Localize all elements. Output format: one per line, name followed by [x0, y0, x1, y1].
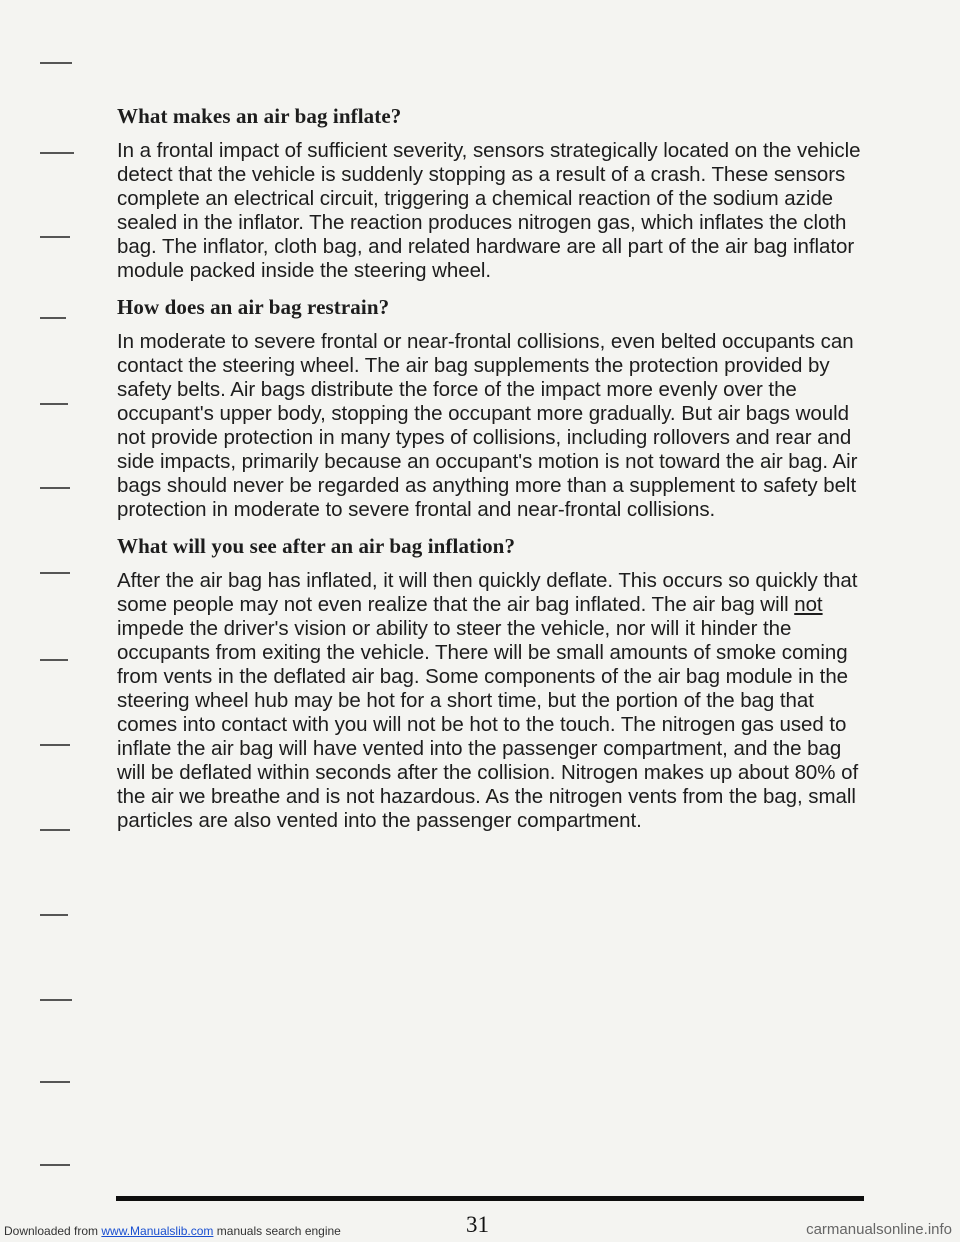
watermark: carmanualsonline.info	[806, 1221, 952, 1238]
section-after-inflation	[117, 534, 867, 833]
margin-tick	[40, 236, 70, 238]
paragraph-text-before: After the air bag has inflated, it will then quickly deflate. This occurs so quickly that some people may not even realize that the air bag inflated. The air bag will	[117, 569, 858, 616]
download-notice	[4, 1224, 341, 1238]
section-heading: How does an air bag restrain?	[117, 295, 390, 319]
margin-tick	[40, 999, 72, 1001]
section-heading: What makes an air bag inflate?	[117, 104, 402, 128]
margin-tick	[40, 152, 74, 154]
margin-tick	[40, 403, 68, 405]
margin-tick	[40, 487, 70, 489]
download-suffix: manuals search engine	[213, 1224, 341, 1238]
margin-tick	[40, 914, 68, 916]
page-footer	[0, 1212, 960, 1242]
section-paragraph: In moderate to severe frontal or near-frontal collisions, even belted occupants can contact the steering wheel. The air bag supplements the protection provided by safety belts. Air bags distribute the force of the impact more evenly over the occupant's upper body, stopping the occupant more gradually. But air bags would not provide protection in many types of collisions, including rollovers and rear and side impacts, primarily because an occupant's motion is not toward the air bag. Air bags should never be regarded as anything more than a supplement to safety belt protection in moderate to severe frontal and near-frontal collisions.	[117, 330, 858, 521]
margin-tick	[40, 1081, 70, 1083]
margin-tick	[40, 62, 72, 64]
section-restrain	[117, 295, 867, 522]
margin-tick-marks	[0, 0, 90, 1242]
section-paragraph: In a frontal impact of sufficient severity, sensors strategically located on the vehicle detect that the vehicle is suddenly stopping as a result of a crash. These sensors complete an electrical circuit, triggering a chemical reaction of the sodium azide sealed in the inflator. The reaction produces nitrogen gas, which inflates the cloth bag. The inflator, cloth bag, and related hardware are all part of the air bag inflator module packed inside the steering wheel.	[117, 139, 861, 282]
margin-tick	[40, 829, 70, 831]
margin-tick	[40, 659, 68, 661]
manualslib-link[interactable]: www.Manualslib.com	[101, 1224, 214, 1238]
section-heading: What will you see after an air bag inflation?	[117, 534, 516, 558]
section-inflate	[117, 104, 867, 283]
margin-tick	[40, 744, 70, 746]
emphasis-not: not	[794, 593, 823, 616]
paragraph-text-after: impede the driver's vision or ability to steer the vehicle, nor will it hinder the occupants from exiting the vehicle. There will be small amounts of smoke coming from vents in the deflated air bag. Some components of the air bag module in the steering wheel hub may be hot for a short time, but the portion of the bag that comes into contact with you will not be hot to the touch. The nitrogen gas used to inflate the air bag will have vented into the passenger compartment, and the bag will be deflated within seconds after the collision. Nitrogen makes up about 80% of the air we breathe and is not hazardous. As the nitrogen vents from the bag, small particles are also vented into the passenger compartment.	[117, 617, 859, 832]
page-content	[117, 104, 867, 845]
margin-tick	[40, 572, 70, 574]
section-paragraph	[117, 569, 867, 833]
footer-rule	[116, 1196, 864, 1201]
margin-tick	[40, 317, 66, 319]
download-prefix: Downloaded from	[4, 1224, 102, 1238]
page-number: 31	[466, 1212, 489, 1237]
margin-tick	[40, 1164, 70, 1166]
